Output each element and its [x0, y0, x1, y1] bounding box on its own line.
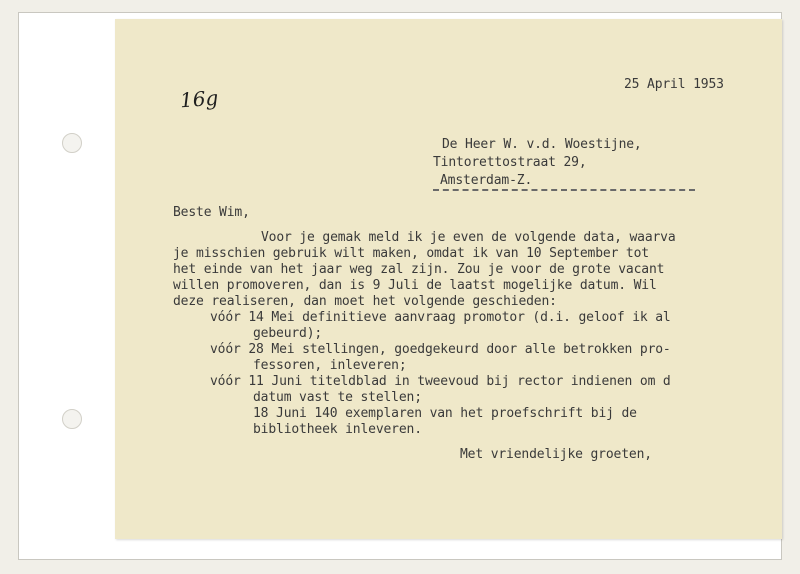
body-line: vóór 11 Juni titeldblad in tweevoud bij rector indienen om d	[210, 374, 671, 389]
scan-backing-sheet	[18, 12, 782, 560]
body-line: Voor je gemak meld ik je even de volgende data, waarva	[261, 230, 676, 245]
salutation: Beste Wim,	[173, 205, 250, 220]
body-line: vóór 14 Mei definitieve aanvraag promotor (d.i. geloof ik al	[210, 310, 671, 325]
recipient-line-2: Tintorettostraat 29,	[433, 155, 587, 170]
handwritten-note: 16g	[179, 85, 220, 113]
body-line: bibliotheek inleveren.	[253, 422, 422, 437]
address-underline	[433, 189, 695, 191]
letter-date: 25 April 1953	[624, 77, 724, 92]
punch-hole-top	[62, 133, 82, 153]
body-line: gebeurd);	[253, 326, 323, 341]
punch-hole-bottom	[62, 409, 82, 429]
closing: Met vriendelijke groeten,	[460, 447, 652, 462]
body-line: je misschien gebruik wilt maken, omdat ik van 10 September tot	[173, 246, 649, 261]
body-line: deze realiseren, dan moet het volgende geschieden:	[173, 294, 557, 309]
letter-page	[115, 19, 782, 539]
body-line: willen promoveren, dan is 9 Juli de laatst mogelijke datum. Wil	[173, 278, 657, 293]
recipient-line-3: Amsterdam-Z.	[440, 173, 533, 188]
body-line: fessoren, inleveren;	[253, 358, 407, 373]
body-line: 18 Juni 140 exemplaren van het proefschrift bij de	[253, 406, 637, 421]
body-line: datum vast te stellen;	[253, 390, 422, 405]
body-line: het einde van het jaar weg zal zijn. Zou je voor de grote vacant	[173, 262, 665, 277]
recipient-line-1: De Heer W. v.d. Woestijne,	[442, 137, 642, 152]
body-line: vóór 28 Mei stellingen, goedgekeurd door alle betrokken pro-	[210, 342, 671, 357]
